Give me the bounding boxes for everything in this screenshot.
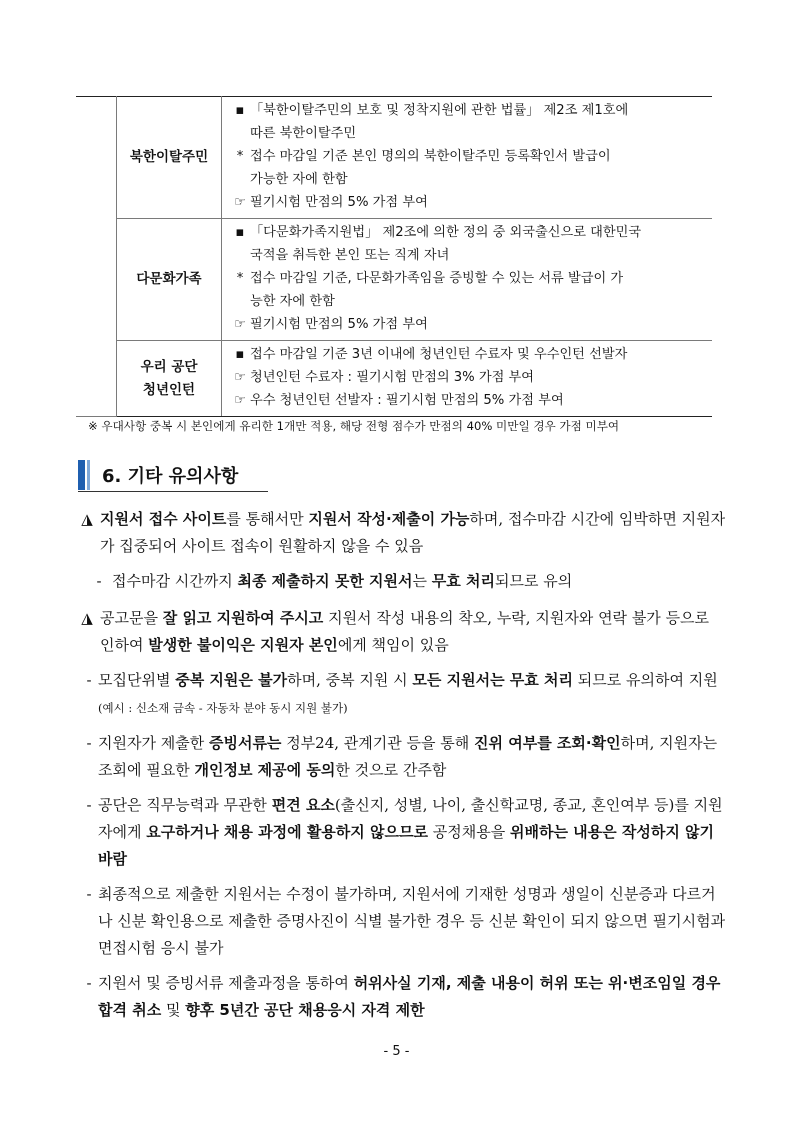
notice-list <box>78 506 728 1032</box>
list-item: ◮ 지원서 접수 사이트를 통해서만 지원서 작성·제출이 가능하며, 접수마감 시간에 임박하면 지원자가 집중되어 사이트 접속이 원활하지 않을 수 있음 <box>78 506 728 560</box>
category-cell: 우리 공단 청년인턴 <box>117 341 222 417</box>
category-cell: 다문화가족 <box>117 219 222 341</box>
table-row <box>76 219 712 341</box>
list-item: - 접수마감 시간까지 최종 제출하지 못한 지원서는 무효 처리되므로 유의 <box>96 572 573 590</box>
triangle-bullet-icon: ◮ <box>81 609 93 627</box>
triangle-bullet-icon: ◮ <box>81 510 93 528</box>
page-number: - 5 - <box>383 1044 410 1059</box>
section-heading <box>78 458 268 492</box>
preference-table <box>76 96 712 417</box>
section-underline <box>78 491 268 492</box>
section-title: 6. 기타 유의사항 <box>102 466 239 487</box>
list-item: - 최종적으로 제출한 지원서는 수정이 불가하며, 지원서에 기재한 성명과 생일이 신분증과 다르거나 신분 확인용으로 제출한 증명사진이 식별 불가한 경우 등 신분 확인이 되지 않으면 필기시험과 면접시험 응시 불가 <box>86 885 726 957</box>
section-marker <box>78 460 85 490</box>
list-item: ◮ 공고문을 잘 읽고 지원하여 주시고 지원서 작성 내용의 착오, 누락, 지원자와 연락 불가 등으로 인하여 발생한 불이익은 지원자 본인에게 책임이 있음 <box>78 605 728 659</box>
table-row <box>76 341 712 417</box>
description-cell: ▪ 접수 마감일 기준 3년 이내에 청년인턴 수료자 및 우수인턴 선발자 ☞ 청년인턴 수료자 : 필기시험 만점의 3% 가점 부여 ☞ 우수 청년인턴 선발자 : 필기시험 만점의 5% 가점 부여 <box>222 341 713 417</box>
category-cell: 북한이탈주민 <box>117 97 222 219</box>
table-note: ※ 우대사항 중복 시 본인에게 유리한 1개만 적용, 해당 전형 점수가 만점의 40% 미만일 경우 가점 미부여 <box>88 419 620 433</box>
list-item: - 공단은 직무능력과 무관한 편견 요소(출신지, 성별, 나이, 출신학교명, 종교, 혼인여부 등)를 지원자에게 요구하거나 채용 과정에 활용하지 않으므로 공정채용을 위배하는 내용은 작성하지 않기 바람 <box>86 796 723 868</box>
description-cell: ▪ 「다문화가족지원법」 제2조에 의한 정의 중 외국출신으로 대한민국 국적을 취득한 본인 또는 직계 자녀 * 접수 마감일 기준, 다문화가족임을 증빙할 수 있는 서류 발급이 가 능한 자에 한함 ☞ 필기시험 만점의 5% 가점 부여 <box>222 219 713 341</box>
description-cell: ▪ 「북한이탈주민의 보호 및 정착지원에 관한 법률」 제2조 제1호에 따른 북한이탈주민 * 접수 마감일 기준 본인 명의의 북한이탈주민 등록확인서 발급이 가능한 자에 한함 ☞ 필기시험 만점의 5% 가점 부여 <box>222 97 713 219</box>
list-item: - 모집단위별 중복 지원은 불가하며, 중복 지원 시 모든 지원서는 무효 처리 되므로 유의하여 지원 (예시 : 신소재 금속 - 자동차 분야 동시 지원 불가) <box>86 671 718 715</box>
table-row <box>76 97 712 219</box>
list-item: - 지원서 및 증빙서류 제출과정을 통하여 허위사실 기재, 제출 내용이 허위 또는 위·변조임일 경우 합격 취소 및 향후 5년간 공단 채용응시 자격 제한 <box>86 974 721 1019</box>
list-item: - 지원자가 제출한 증빙서류는 정부24, 관계기관 등을 통해 진위 여부를 조회·확인하며, 지원자는 조회에 필요한 개인정보 제공에 동의한 것으로 간주함 <box>86 734 718 779</box>
